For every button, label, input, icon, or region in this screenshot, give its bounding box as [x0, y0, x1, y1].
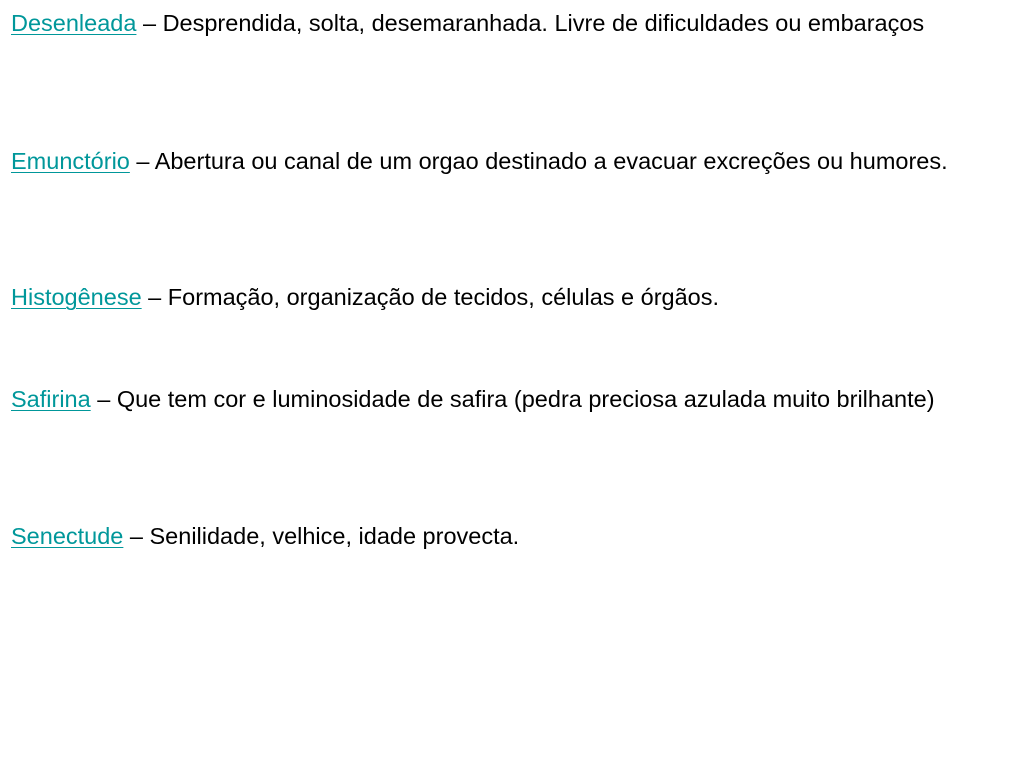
glossary-entry [11, 144, 1011, 178]
term-link-histogenese[interactable]: Histogênese [11, 284, 142, 310]
definition-text: – Formação, organização de tecidos, células e órgãos. [141, 284, 720, 310]
definition-text: – Que tem cor e luminosidade de safira (pedra preciosa azulada muito brilhante) [90, 386, 935, 412]
term-link-emunctorio[interactable]: Emunctório [11, 148, 130, 174]
term-link-senectude[interactable]: Senectude [11, 523, 124, 549]
glossary-entry [11, 382, 1011, 416]
term-link-desenleada[interactable]: Desenleada [11, 10, 137, 36]
definition-text: – Abertura ou canal de um orgao destinado a evacuar excreções ou humores. [129, 148, 948, 174]
glossary-entry [11, 6, 1011, 40]
definition-text: – Senilidade, velhice, idade provecta. [123, 523, 520, 549]
glossary-entry [11, 280, 1011, 314]
definition-text: – Desprendida, solta, desemaranhada. Livre de dificuldades ou embaraços [136, 10, 925, 36]
glossary-entry [11, 519, 1011, 553]
term-link-safirina[interactable]: Safirina [11, 386, 91, 412]
